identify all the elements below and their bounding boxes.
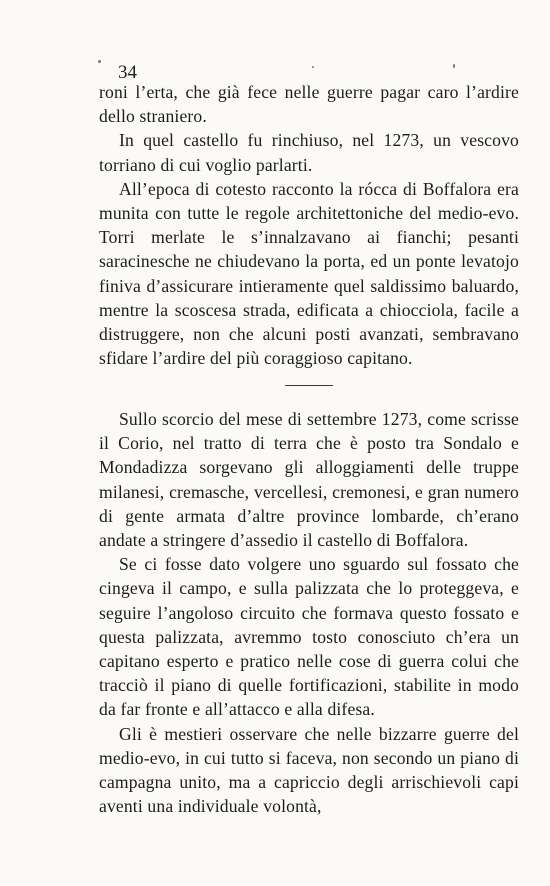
ink-speck — [453, 64, 455, 68]
text-section-1 — [99, 80, 519, 370]
paragraph-fortifications: Se ci fosse dato volgere uno sguardo sul fossato che cingeva il campo, e sulla palizzata che lo proteggeva, e seguire l’angoloso circuito che formava questo fossato e questa palizzata, avremmo tosto conosciuto ch’era un capitano esperto e pratico nelle cose di guerra colui che tracciò il piano di quelle fortificazioni, stabilite in modo da far fronte e all’attacco e alla difesa. — [99, 554, 519, 720]
page-number: 34 — [118, 62, 137, 83]
text-section-2 — [99, 407, 519, 818]
paragraph-fortress: All’epoca di cotesto racconto la rócca di Boffalora era munita con tutte le regole architettoniche del medio-evo. Torri merlate le s’innalzavano ai fianchi; pesanti saracinesche ne chiudevano la porta, ed un ponte levatojo finiva d’assicurare intieramente quel saldissimo baluardo, mentre la scoscesa strada, edificata a chiocciola, facile a distruggere, non che alcuni posti avanzati, sembravano sfidare l’ardire del più coraggioso capitano. — [99, 178, 519, 369]
paragraph-siege: Sullo scorcio del mese di settembre 1273, come scrisse il Corio, nel tratto di terra che è posto tra Sondalo e Mondadizza sorgevano gli alloggiamenti delle truppe milanesi, cremasche, vercellesi, cremonesi, e gran numero di gente armata d’altre province lombarde, ch’erano andate a stringere d’assedio il castello di Boffalora. — [99, 409, 519, 551]
paragraph-bishop: In quel castello fu rinchiuso, nel 1273, un vescovo torriano di cui voglio parlarti. — [99, 130, 519, 175]
paragraph-medieval-wars: Gli è mestieri osservare che nelle bizzarre guerre del medio-evo, in cui tutto si faceva, non secondo un piano di campagna unito, ma a capriccio degli arrischievoli capi aventi una individuale volontà, — [99, 723, 519, 817]
ink-speck — [98, 60, 101, 63]
section-separator — [285, 385, 333, 386]
paragraph-continued: roni l’erta, che già fece nelle guerre pagar caro l’ardire dello straniero. — [99, 82, 519, 127]
ink-speck — [312, 66, 314, 68]
